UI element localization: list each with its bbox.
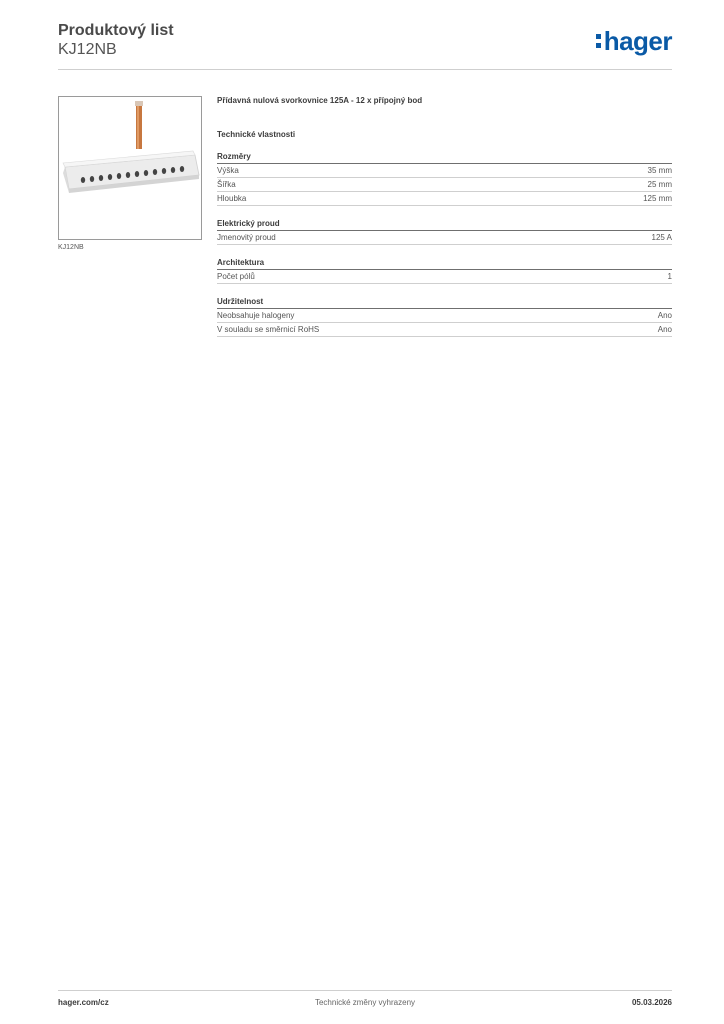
footer-divider xyxy=(58,990,672,991)
footer-note: Technické změny vyhrazeny xyxy=(314,998,416,1007)
page-footer xyxy=(58,998,672,1012)
product-description: Přídavná nulová svorkovnice 125A - 12 x přípojný bod xyxy=(217,96,423,105)
section-electric-current xyxy=(217,219,672,245)
section-title: Elektrický proud xyxy=(217,219,672,231)
page-header xyxy=(58,22,672,70)
property-value: Ano xyxy=(657,311,672,320)
property-value: 25 mm xyxy=(647,180,672,189)
image-caption: KJ12NB xyxy=(58,244,84,251)
property-label: Jmenovitý proud xyxy=(217,233,276,242)
product-details xyxy=(217,96,672,337)
property-label: Hloubka xyxy=(217,194,247,203)
header-divider xyxy=(58,69,672,70)
table-row xyxy=(217,231,672,245)
table-row xyxy=(217,178,672,192)
property-label: Výška xyxy=(217,166,239,175)
footer-date: 05.03.2026 xyxy=(631,998,672,1007)
document-title: Produktový list xyxy=(58,22,174,39)
table-row xyxy=(217,164,672,178)
property-label: Neobsahuje halogeny xyxy=(217,311,295,320)
terminal-block-illustration xyxy=(59,97,201,239)
section-dimensions xyxy=(217,152,672,206)
property-label: Šířka xyxy=(217,180,236,189)
section-title: Architektura xyxy=(217,258,672,270)
section-architecture xyxy=(217,258,672,284)
property-label: Počet pólů xyxy=(217,272,255,281)
table-row xyxy=(217,323,672,337)
table-row xyxy=(217,309,672,323)
section-title: Rozměry xyxy=(217,152,672,164)
product-code: KJ12NB xyxy=(58,41,117,58)
property-label: V souladu se směrnicí RoHS xyxy=(217,325,320,334)
section-sustainability xyxy=(217,297,672,337)
property-value: 125 mm xyxy=(643,194,672,203)
hager-logo xyxy=(596,28,672,54)
property-value: 35 mm xyxy=(647,166,672,175)
logo-text: hager xyxy=(603,26,672,56)
product-image xyxy=(58,96,202,240)
section-title: Udržitelnost xyxy=(217,297,672,309)
technical-properties-title: Technické vlastnosti xyxy=(217,130,296,139)
logo-dots-icon xyxy=(596,34,601,48)
property-value: 1 xyxy=(667,272,672,281)
property-value: 125 A xyxy=(651,233,672,242)
footer-website-link[interactable]: hager.com/cz xyxy=(58,998,109,1007)
table-row xyxy=(217,192,672,206)
table-row xyxy=(217,270,672,284)
property-value: Ano xyxy=(657,325,672,334)
